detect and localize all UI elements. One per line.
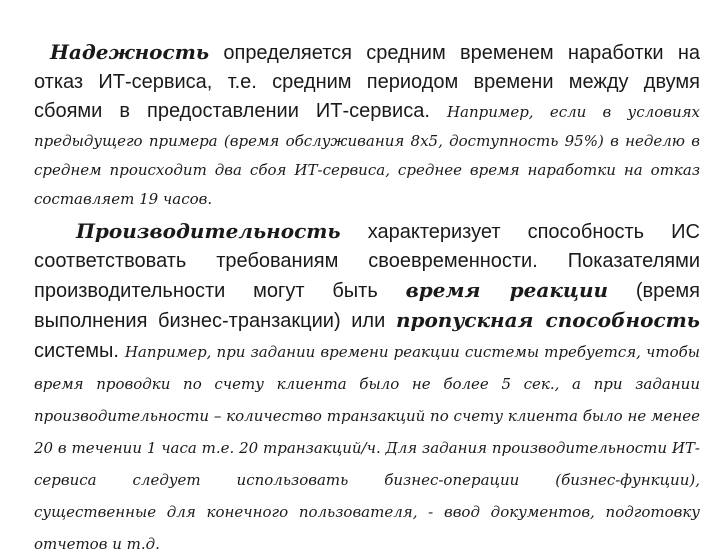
performance-definition-part3: системы. [34, 340, 119, 362]
reliability-term: Надежность [50, 40, 210, 64]
performance-paragraph [34, 217, 700, 560]
throughput-term: пропускная способность [395, 308, 700, 332]
response-time-term: время реакции [405, 278, 609, 302]
performance-term: Производительность [76, 219, 341, 243]
reliability-paragraph [34, 38, 700, 213]
performance-definition-part2: (время выполнения бизнес-транзакции) или [34, 280, 701, 332]
performance-definition-part1: характеризует способность ИС соответствовать требованиям своевременности. Показателями производительности могут быть [34, 221, 700, 302]
performance-example: Например, при задании времени реакции системы требуется, чтобы время проводки по счету клиента было не более 5 сек., а при задании производительности – количество транзакций по счету клиента было не менее 20 в течении 1 часа т.е. 20 транзакций/ч. Для задания производительности ИТ-сервиса следует использовать бизнес-операции (бизнес-функции), существенные для конечного пользователя, - ввод документов, подготовку отчетов и т.д. [34, 343, 700, 553]
reliability-example: Например, если в условиях предыдущего примера (время обслуживания 8x5, доступность 95%) в неделю в среднем происходит два сбоя ИТ-сервиса, среднее время наработки на отказ составляет 19 часов. [34, 103, 701, 208]
reliability-definition: определяется средним временем наработки на отказ ИТ-сервиса, т.е. средним периодом времени между двумя сбоями в предоставлении ИТ-сервиса. [34, 42, 701, 122]
